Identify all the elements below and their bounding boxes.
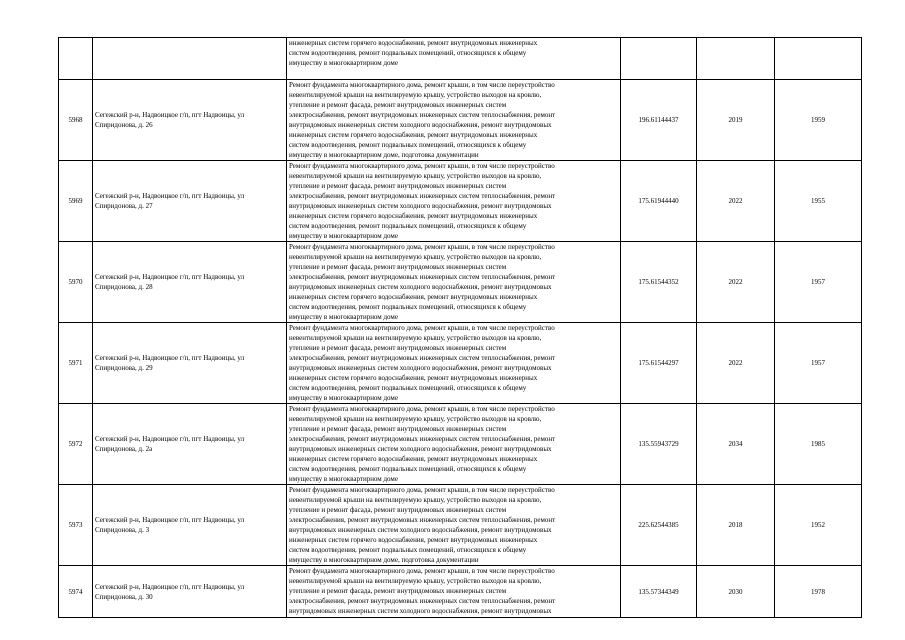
table-row xyxy=(59,485,862,566)
built-year-cell: 1955 xyxy=(775,161,862,242)
built-year-cell: 1959 xyxy=(775,80,862,161)
built-year-cell: 1957 xyxy=(775,323,862,404)
year-cell: 2022 xyxy=(697,161,775,242)
table-row xyxy=(59,404,862,485)
cost-cell: 196.61144437 xyxy=(621,80,697,161)
capital-repair-table xyxy=(58,37,862,618)
row-number xyxy=(59,38,93,80)
address-cell xyxy=(93,38,287,80)
row-number: 5971 xyxy=(59,323,93,404)
cost-cell: 175.61944440 xyxy=(621,161,697,242)
works-cell: Ремонт фундамента многоквартирного дома, ремонт крыши, в том числе переустройство невентилируемой крыши на вентилируемую крышу, устройство выходов на кровлю, утепление и ремонт фасада, ремонт внутридомовых инженерных систем электроснабжения, ремонт внутридомовых инженерных систем теплоснабжения, ремонт внутридомовых инженерных систем холодного водоснабжения, ремонт внутридомовых инженерных систем горячего водоснабжения, ремонт внутридомовых инженерных систем водоотведения, ремонт подвальных помещений, относящихся к общему имуществу в многоквартирном доме, подготовка документации xyxy=(287,80,621,161)
works-cell: Ремонт фундамента многоквартирного дома, ремонт крыши, в том числе переустройство невентилируемой крыши на вентилируемую крышу, устройство выходов на кровлю, утепление и ремонт фасада, ремонт внутридомовых инженерных систем электроснабжения, ремонт внутридомовых инженерных систем теплоснабжения, ремонт внутридомовых инженерных систем холодного водоснабжения, ремонт внутридомовых инженерных систем горячего водоснабжения, ремонт внутридомовых инженерных систем водоотведения, ремонт подвальных помещений, относящихся к общему имуществу в многоквартирном доме, подготовка документации xyxy=(287,485,621,566)
built-year-cell: 1957 xyxy=(775,242,862,323)
row-number: 5969 xyxy=(59,161,93,242)
address-cell: Сегежский р-н, Надвоицкое г/п, пгт Надвоицы, ул Спиридонова, д. 3 xyxy=(93,485,287,566)
table-row xyxy=(59,80,862,161)
table-row xyxy=(59,161,862,242)
works-cell: Ремонт фундамента многоквартирного дома, ремонт крыши, в том числе переустройство невентилируемой крыши на вентилируемую крышу, устройство выходов на кровлю, утепление и ремонт фасада, ремонт внутридомовых инженерных систем электроснабжения, ремонт внутридомовых инженерных систем теплоснабжения, ремонт внутридомовых инженерных систем холодного водоснабжения, ремонт внутридомовых инженерных систем горячего водоснабжения, ремонт внутридомовых инженерных систем водоотведения, ремонт подвальных помещений, относящихся к общему имуществу в многоквартирном доме xyxy=(287,161,621,242)
year-cell: 2030 xyxy=(697,566,775,618)
address-cell: Сегежский р-н, Надвоицкое г/п, пгт Надвоицы, ул Спиридонова, д. 26 xyxy=(93,80,287,161)
year-cell: 2022 xyxy=(697,323,775,404)
works-cell: Ремонт фундамента многоквартирного дома, ремонт крыши, в том числе переустройство невентилируемой крыши на вентилируемую крышу, устройство выходов на кровлю, утепление и ремонт фасада, ремонт внутридомовых инженерных систем электроснабжения, ремонт внутридомовых инженерных систем теплоснабжения, ремонт внутридомовых инженерных систем холодного водоснабжения, ремонт внутридомовых инженерных систем горячего водоснабжения, ремонт внутридомовых инженерных систем водоотведения, ремонт подвальных помещений, относящихся к общему имуществу в многоквартирном доме xyxy=(287,323,621,404)
built-year-cell: 1978 xyxy=(775,566,862,618)
cost-cell xyxy=(621,38,697,80)
works-cell: Ремонт фундамента многоквартирного дома, ремонт крыши, в том числе переустройство невентилируемой крыши на вентилируемую крышу, устройство выходов на кровлю, утепление и ремонт фасада, ремонт внутридомовых инженерных систем электроснабжения, ремонт внутридомовых инженерных систем теплоснабжения, ремонт внутридомовых инженерных систем холодного водоснабжения, ремонт внутридомовых инженерных систем горячего водоснабжения, ремонт внутридомовых инженерных систем водоотведения, ремонт подвальных помещений, относящихся к общему имуществу в многоквартирном доме xyxy=(287,404,621,485)
table-row xyxy=(59,566,862,618)
table-row xyxy=(59,242,862,323)
address-cell: Сегежский р-н, Надвоицкое г/п, пгт Надвоицы, ул Спиридонова, д. 30 xyxy=(93,566,287,618)
row-number: 5973 xyxy=(59,485,93,566)
works-cell: Ремонт фундамента многоквартирного дома, ремонт крыши, в том числе переустройство невентилируемой крыши на вентилируемую крышу, устройство выходов на кровлю, утепление и ремонт фасада, ремонт внутридомовых инженерных систем электроснабжения, ремонт внутридомовых инженерных систем теплоснабжения, ремонт внутридомовых инженерных систем холодного водоснабжения, ремонт внутридомовых инженерных систем горячего водоснабжения, ремонт внутридомовых инженерных систем водоотведения, ремонт подвальных помещений, относящихся к общему имуществу в многоквартирном доме xyxy=(287,242,621,323)
year-cell: 2019 xyxy=(697,80,775,161)
built-year-cell: 1985 xyxy=(775,404,862,485)
cost-cell: 175.61544297 xyxy=(621,323,697,404)
year-cell: 2018 xyxy=(697,485,775,566)
address-cell: Сегежский р-н, Надвоицкое г/п, пгт Надвоицы, ул Спиридонова, д. 29 xyxy=(93,323,287,404)
cost-cell: 135.57344349 xyxy=(621,566,697,618)
cost-cell: 175.61544352 xyxy=(621,242,697,323)
row-number: 5968 xyxy=(59,80,93,161)
year-cell: 2034 xyxy=(697,404,775,485)
address-cell: Сегежский р-н, Надвоицкое г/п, пгт Надвоицы, ул Спиридонова, д. 2а xyxy=(93,404,287,485)
year-cell xyxy=(697,38,775,80)
row-number: 5972 xyxy=(59,404,93,485)
table-row xyxy=(59,38,862,80)
works-cell: Ремонт фундамента многоквартирного дома, ремонт крыши, в том числе переустройство невентилируемой крыши на вентилируемую крышу, устройство выходов на кровлю, утепление и ремонт фасада, ремонт внутридомовых инженерных систем электроснабжения, ремонт внутридомовых инженерных систем теплоснабжения, ремонт внутридомовых инженерных систем холодного водоснабжения, ремонт внутридомовых xyxy=(287,566,621,618)
cost-cell: 225.62544385 xyxy=(621,485,697,566)
table-row xyxy=(59,323,862,404)
row-number: 5970 xyxy=(59,242,93,323)
works-cell: инженерных систем горячего водоснабжения, ремонт внутридомовых инженерных систем водоотведения, ремонт подвальных помещений, относящихся к общему имуществу в многоквартирном доме xyxy=(287,38,621,80)
address-cell: Сегежский р-н, Надвоицкое г/п, пгт Надвоицы, ул Спиридонова, д. 27 xyxy=(93,161,287,242)
cost-cell: 135.55943729 xyxy=(621,404,697,485)
row-number: 5974 xyxy=(59,566,93,618)
built-year-cell xyxy=(775,38,862,80)
address-cell: Сегежский р-н, Надвоицкое г/п, пгт Надвоицы, ул Спиридонова, д. 28 xyxy=(93,242,287,323)
year-cell: 2022 xyxy=(697,242,775,323)
built-year-cell: 1952 xyxy=(775,485,862,566)
